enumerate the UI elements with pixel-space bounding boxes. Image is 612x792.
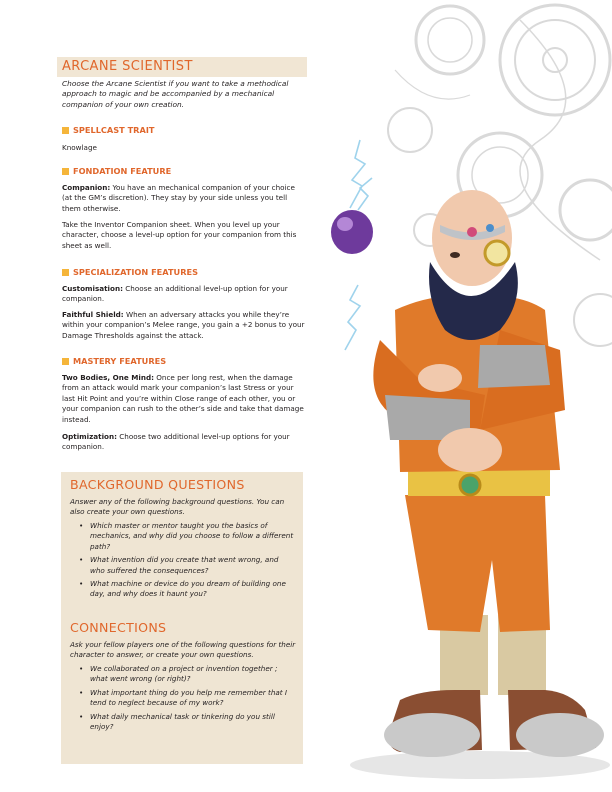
- bullet-square-icon: [62, 127, 69, 134]
- section-heading-spellcast: [62, 125, 154, 135]
- foundation-paragraph-2: Take the Inventor Companion sheet. When you level up your character, choose a level-up option for your companion from this sheet as well.: [62, 220, 297, 250]
- mastery-paragraph-2: [62, 432, 306, 453]
- section-heading-text: FONDATION FEATURE: [73, 166, 172, 176]
- connections-intro: Ask your fellow players one of the following questions for their character to answer, or create your own questions.: [70, 640, 296, 660]
- feature-label: Companion:: [62, 183, 111, 192]
- purple-orb: [331, 210, 373, 254]
- specialization-paragraph-2: [62, 310, 306, 341]
- feature-label: Faithful Shield:: [62, 310, 124, 319]
- connections-heading: CONNECTIONS: [70, 620, 167, 635]
- bullet-square-icon: [62, 358, 69, 365]
- list-item: • What machine or device do you dream of building one day, and why does it haunt you?: [90, 579, 295, 600]
- feature-text: When an adversary attacks you while they’re within your companion’s Melee range, you gain a +2 bonus to your Damage Thresholds against the attack.: [62, 310, 305, 340]
- mastery-paragraph-1: [62, 373, 306, 425]
- section-heading-specialization: [62, 267, 198, 277]
- section-heading-foundation: [62, 166, 171, 176]
- feature-text: Choose two additional level-up options for your companion.: [62, 432, 290, 452]
- background-heading: BACKGROUND QUESTIONS: [70, 477, 245, 492]
- list-item: • What daily mechanical task or tinkering do you still enjoy?: [90, 712, 295, 733]
- feature-label: Two Bodies, One Mind:: [62, 373, 154, 382]
- section-heading-text: MASTERY FEATURES: [73, 356, 167, 366]
- feature-text: Choose an additional level-up option for your companion.: [62, 284, 288, 304]
- section-heading-mastery: [62, 356, 166, 366]
- specialization-paragraph-1: [62, 284, 306, 305]
- intro-text: Choose the Arcane Scientist if you want to take a methodical approach to magic and be accompanied by a mechanical companion of your own creation.: [62, 79, 289, 109]
- page-title: ARCANE SCIENTIST: [62, 59, 193, 74]
- bullet-square-icon: [62, 269, 69, 276]
- background-intro: Answer any of the following background questions. You can also create your own questions.: [70, 497, 285, 517]
- connections-question-list: [90, 664, 295, 735]
- feature-label: Optimization:: [62, 432, 117, 441]
- list-item: • What important thing do you help me remember that I tend to neglect because of my work?: [90, 688, 295, 709]
- list-item: • What invention did you create that went wrong, and who suffered the consequences?: [90, 555, 295, 576]
- background-question-list: [90, 521, 295, 603]
- dwarf-scientist-illustration: [350, 190, 610, 779]
- list-item: • We collaborated on a project or invention together ; what went wrong (or right)?: [90, 664, 295, 685]
- feature-text: Once per long rest, when the damage from an attack would mark your companion’s last Stress or your last Hit Point and you’re within Close range of each other, you or your companion can rush to the other’s side and take that damage instead.: [62, 373, 304, 424]
- feature-text: You have an mechanical companion of your choice (at the GM’s discretion). They stay by your side unless you tell them otherwise.: [62, 183, 295, 213]
- bullet-square-icon: [62, 168, 69, 175]
- foundation-paragraph-1: [62, 183, 306, 214]
- feature-label: Customisation:: [62, 284, 123, 293]
- section-heading-text: SPECIALIZATION FEATURES: [73, 267, 198, 277]
- spellcast-value: Knowlage: [62, 143, 97, 152]
- list-item: • Which master or mentor taught you the basics of mechanics, and why did you choose to follow a different path?: [90, 521, 295, 552]
- section-heading-text: SPELLCAST TRAIT: [73, 125, 155, 135]
